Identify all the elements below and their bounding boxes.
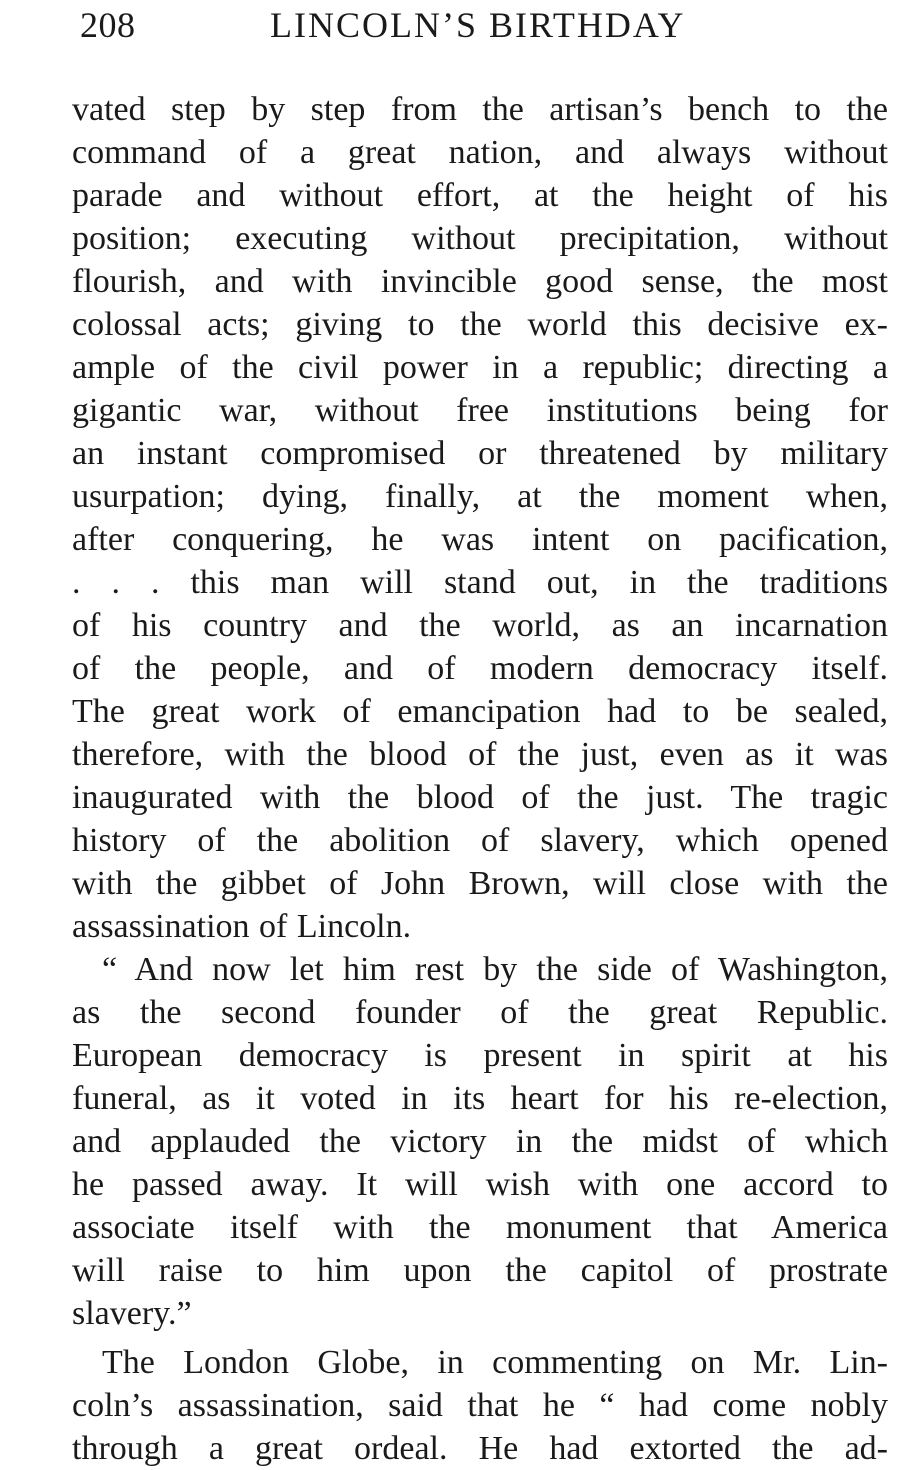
text-line: . . . this man will stand out, in the traditions: [72, 564, 888, 601]
text-line: of the people, and of modern democracy itself.: [72, 650, 888, 687]
text-line: of his country and the world, as an incarnation: [72, 607, 888, 644]
text-line: European democracy is present in spirit at his: [72, 1037, 888, 1074]
text-line: as the second founder of the great Republic.: [72, 994, 888, 1031]
text-line: therefore, with the blood of the just, even as it was: [72, 736, 888, 773]
text-line: history of the abolition of slavery, which opened: [72, 822, 888, 859]
text-line: will raise to him upon the capitol of prostrate: [72, 1252, 888, 1289]
text-line: position; executing without precipitation, without: [72, 220, 888, 257]
paragraph-2: [72, 948, 888, 1335]
text-line: coln’s assassination, said that he “ had come nobly: [72, 1387, 888, 1424]
text-line: and applauded the victory in the midst of which: [72, 1123, 888, 1160]
text-line: through a great ordeal. He had extorted the ad-: [72, 1430, 888, 1467]
text-line: gigantic war, without free institutions being for: [72, 392, 888, 429]
body-text: [72, 88, 888, 1470]
text-line: with the gibbet of John Brown, will close with the: [72, 865, 888, 902]
text-line: he passed away. It will wish with one accord to: [72, 1166, 888, 1203]
text-line: parade and without effort, at the height of his: [72, 177, 888, 214]
text-line: usurpation; dying, finally, at the moment when,: [72, 478, 888, 515]
text-line: “ And now let him rest by the side of Washington,: [102, 951, 888, 988]
text-line: ample of the civil power in a republic; directing a: [72, 349, 888, 386]
paragraph-1: [72, 88, 888, 948]
running-head-title: LINCOLN’S BIRTHDAY: [270, 5, 686, 45]
page-number: 208: [80, 5, 136, 45]
text-line: vated step by step from the artisan’s bench to the: [72, 91, 888, 128]
text-line: funeral, as it voted in its heart for his re-election,: [72, 1080, 888, 1117]
text-line: command of a great nation, and always without: [72, 134, 888, 171]
text-line: assassination of Lincoln.: [72, 908, 412, 945]
text-line: an instant compromised or threatened by military: [72, 435, 888, 472]
text-line: after conquering, he was intent on pacification,: [72, 521, 888, 558]
text-line: inaugurated with the blood of the just. The tragic: [72, 779, 888, 816]
paragraph-3: [72, 1341, 888, 1470]
running-head: [80, 2, 820, 52]
text-line: The London Globe, in commenting on Mr. Lin-: [102, 1344, 888, 1381]
text-line: colossal acts; giving to the world this decisive ex-: [72, 306, 888, 343]
text-line: associate itself with the monument that America: [72, 1209, 888, 1246]
text-line: slavery.”: [72, 1295, 192, 1332]
text-line: flourish, and with invincible good sense, the most: [72, 263, 888, 300]
text-line: The great work of emancipation had to be sealed,: [72, 693, 888, 730]
